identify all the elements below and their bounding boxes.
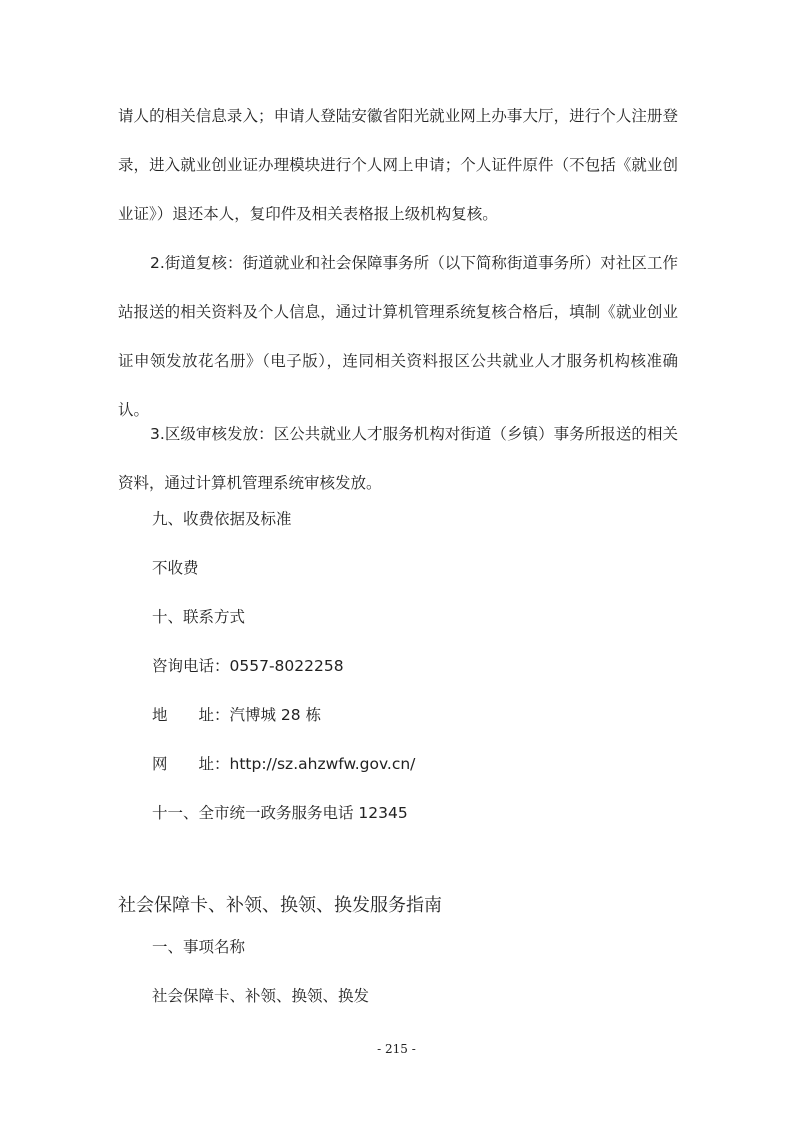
contact-heading: 十、联系方式	[152, 608, 246, 626]
item-name-heading: 一、事项名称	[152, 938, 246, 956]
contact-website: 网 址：http://sz.ahzwfw.gov.cn/	[152, 755, 416, 773]
fee-value: 不收费	[152, 559, 199, 577]
paragraph-district-approval: 3.区级审核发放：区公共就业人才服务机构对街道（乡镇）事务所报送的相关资料，通过计算机管理系统审核发放。	[118, 425, 678, 492]
contact-phone: 咨询电话：0557-8022258	[152, 657, 344, 675]
fee-heading: 九、收费依据及标准	[152, 510, 292, 528]
paragraph-application-process: 请人的相关信息录入；申请人登陆安徽省阳光就业网上办事大厅，进行个人注册登录，进入就业创业证办理模块进行个人网上申请；个人证件原件（不包括《就业创业证》）退还本人，复印件及相关表格报上级机构复核。	[118, 107, 678, 223]
page-number: - 215 -	[377, 1042, 416, 1056]
paragraph-street-review: 2.街道复核：街道就业和社会保障事务所（以下简称街道事务所）对社区工作站报送的相关资料及个人信息，通过计算机管理系统复核合格后，填制《就业创业证申领发放花名册》（电子版），连同相关资料报区公共就业人才服务机构核准确认。	[118, 254, 678, 419]
contact-address: 地 址：汽博城 28 栋	[152, 706, 322, 724]
section-title: 社会保障卡、补领、换领、换发服务指南	[118, 895, 442, 916]
service-hotline: 十一、全市统一政务服务电话 12345	[152, 804, 408, 822]
item-name-value: 社会保障卡、补领、换领、换发	[152, 987, 370, 1005]
